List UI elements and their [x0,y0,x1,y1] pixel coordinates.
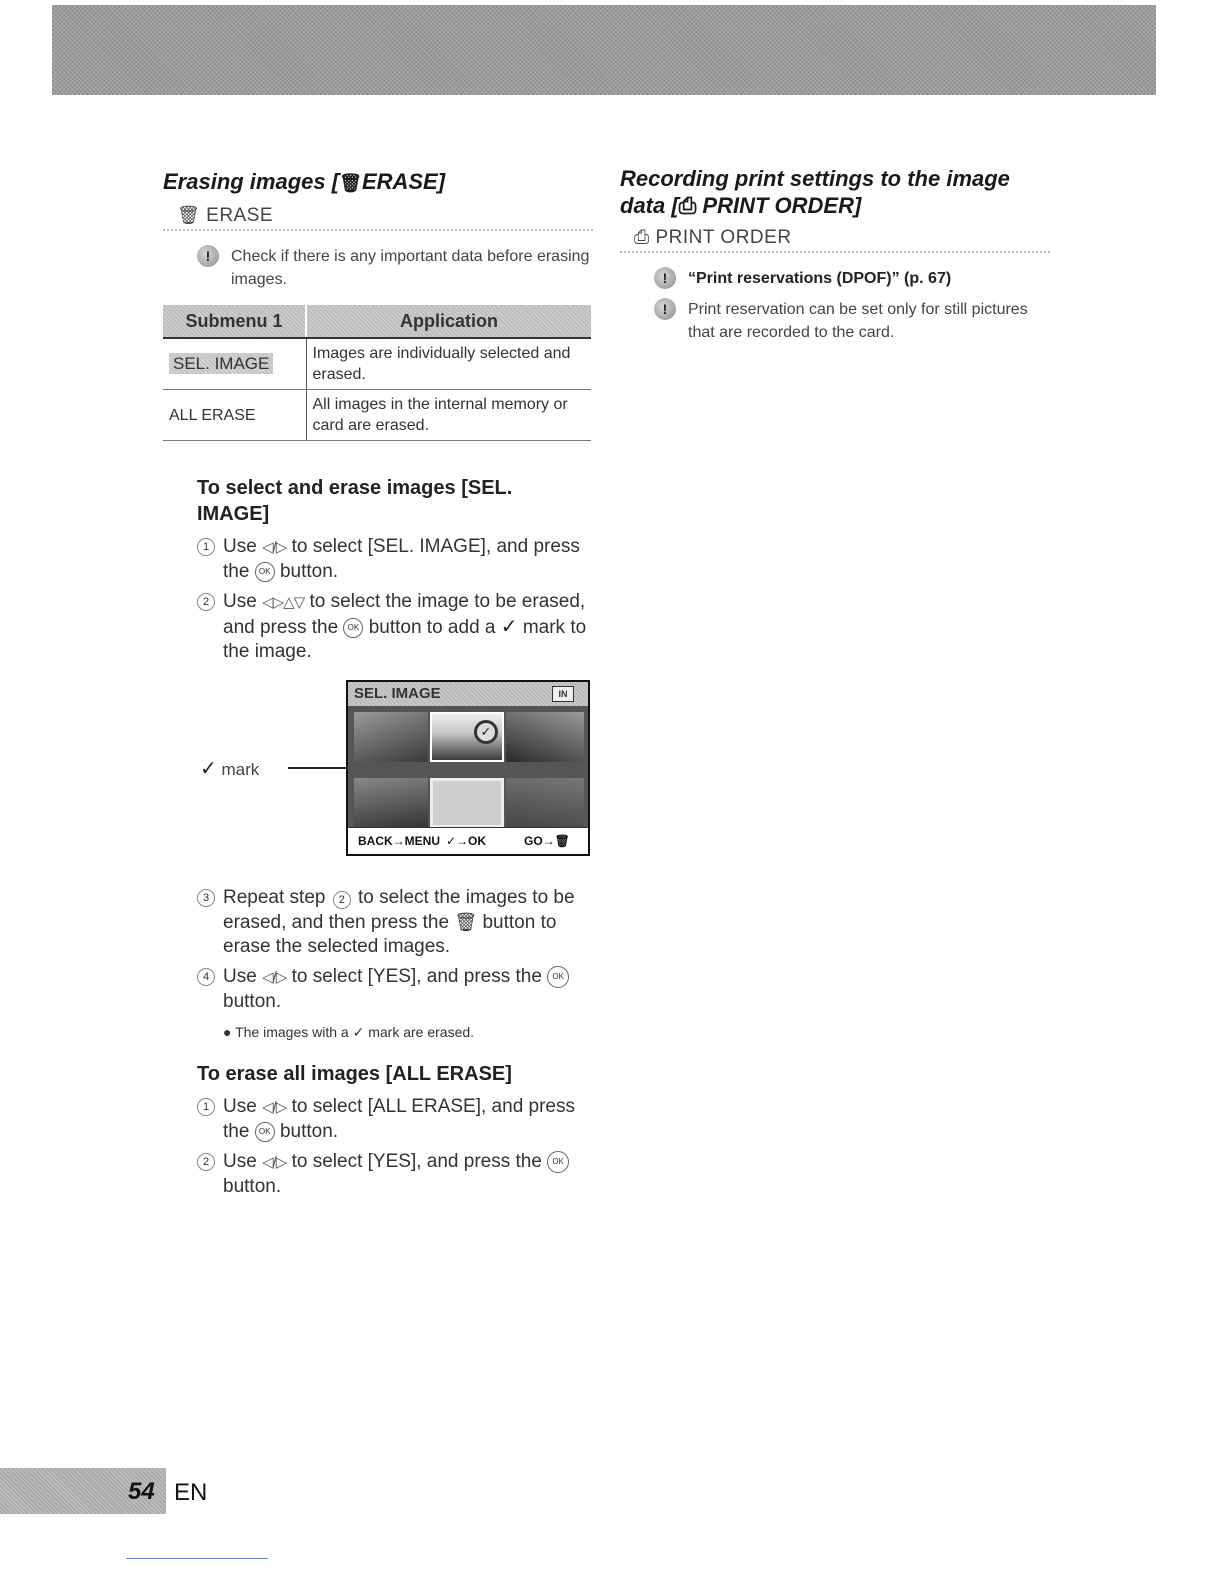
header-band [52,5,1156,95]
guide-go: GO→🗑 [524,834,570,848]
table-cell-application: Images are individually selected and erased. [306,338,591,390]
trash-icon: 🗑 [339,173,362,193]
caution-icon: ! [654,267,676,289]
page-footer [0,1468,240,1514]
guide-back: BACK→MENU [358,834,440,848]
section-title-erase: Erasing images [🗑ERASE] [163,168,593,197]
caution-note: ! Print reservation can be set only for still pictures that are recorded to the card. [654,298,1050,344]
thumbnail-selected [430,778,504,828]
screen-title: SEL. IMAGE [354,685,441,702]
menu-path-print: ⎙ PRINT ORDER [620,225,1050,253]
caution-icon: ! [197,245,219,267]
ok-button-icon: OK [255,562,275,582]
memory-badge: IN [552,686,574,702]
check-mark-callout: ✓ mark [200,758,260,780]
page-language: EN [174,1479,208,1506]
reference-note: ! “Print reservations (DPOF)” (p. 67) [654,267,1050,290]
step-item: 2 Use ◁/▷ to select [YES], and press the OK button. [197,1150,589,1199]
arrow-buttons-icon: ◁/▷ [262,539,287,556]
caution-note: ! Check if there is any important data before erasing images. [197,245,593,291]
page-number: 54 [128,1478,155,1505]
print-icon: ⎙ [678,193,697,218]
table-cell-submenu: ALL ERASE [163,390,306,441]
menu-path-erase: 🗑 ERASE [163,203,593,231]
step-item: 4 Use ◁/▷ to select [YES], and press the OK button. [197,965,589,1014]
table-row [163,390,591,441]
subheading-all-erase: To erase all images [ALL ERASE] [197,1063,512,1085]
table-header-submenu: Submenu 1 [163,305,306,338]
step-item: 2 Use ◁▷△▽ to select the image to be erased, and press the OK button to add a ✓ mark to the image. [197,590,589,664]
table-cell-application: All images in the internal memory or card are erased. [306,390,591,441]
bullet-note: ● The images with a ✓ mark are erased. [223,1024,475,1040]
arrow-buttons-icon: ◁▷△▽ [262,594,305,611]
arrow-buttons-icon: ◁/▷ [262,969,287,986]
subheading-select-erase: To select and erase images [SEL. IMAGE] [197,477,513,525]
print-icon: ⎙ [634,227,650,248]
table-header-application: Application [306,305,591,338]
footer-rule [126,1558,268,1559]
steps-continued [197,880,589,1199]
step-item: 3 Repeat step 2 to select the images to be erased, and then press the 🗑 button to erase the selected images. [197,886,589,959]
check-mark-icon: ✓ [500,616,518,638]
step-item: 1 Use ◁/▷ to select [ALL ERASE], and press the OK button. [197,1095,589,1144]
caution-icon: ! [654,298,676,320]
guide-ok: ✓→OK [446,834,487,848]
ok-button-icon: OK [547,1151,569,1173]
check-mark-icon: ✓ [474,720,498,744]
left-column [163,168,593,664]
ok-button-icon: OK [255,1122,275,1142]
erase-submenu-table [163,305,591,441]
camera-screen-illustration [346,680,590,856]
trash-icon: 🗑 [177,205,201,225]
check-mark-icon: ✓ [200,758,217,780]
arrow-buttons-icon: ◁/▷ [262,1099,287,1116]
thumbnail [354,778,428,828]
thumbnail [354,712,428,762]
table-cell-submenu: SEL. IMAGE [169,353,273,374]
screen-title-bar [348,682,588,706]
section-title-print: Recording print settings to the image data [⎙ PRINT ORDER] [620,166,1010,218]
trash-icon: 🗑 [454,912,478,932]
thumbnail [506,778,584,828]
ok-button-icon: OK [343,618,363,638]
thumbnail [506,712,584,762]
screen-button-guide [348,827,588,854]
ok-button-icon: OK [547,966,569,988]
right-column [620,165,1050,344]
arrow-buttons-icon: ◁/▷ [262,1154,287,1171]
step-item: 1 Use ◁/▷ to select [SEL. IMAGE], and press the OK button. [197,535,589,584]
table-row [163,338,591,390]
